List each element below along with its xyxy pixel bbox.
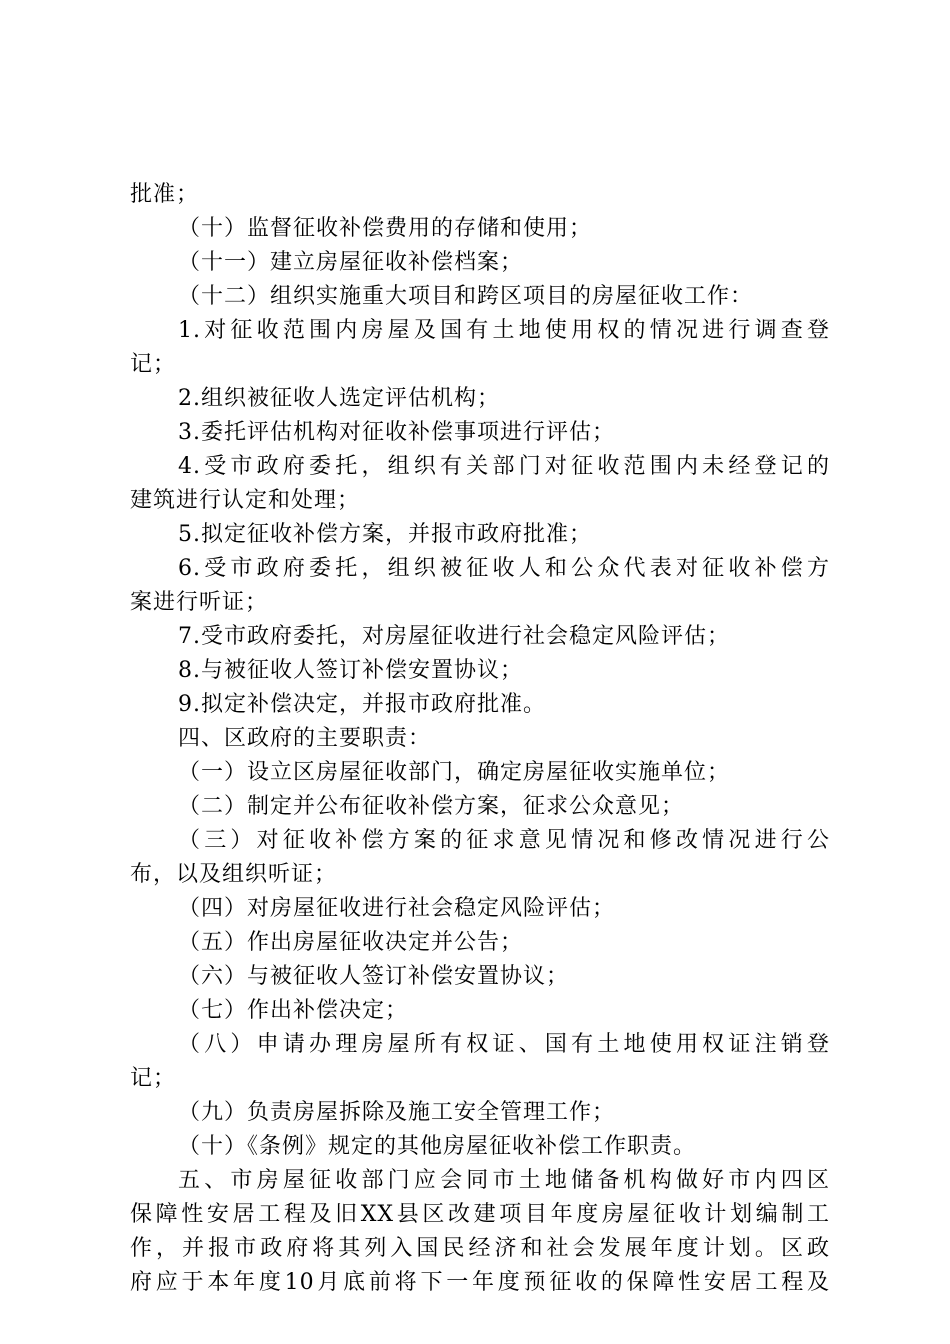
- text-line-2: （十）监督征收补偿费用的存储和使用；: [178, 216, 593, 241]
- text-line-27: 记；: [130, 1066, 177, 1091]
- document-body: [130, 178, 830, 1300]
- text-line-19: （二）制定并公布征收补偿方案，征求公众意见；: [178, 794, 685, 819]
- text-line-17: 四、区政府的主要职责：: [178, 726, 432, 751]
- text-line-5: 1.对征收范围内房屋及国有土地使用权的情况进行调查登: [178, 318, 830, 343]
- text-line-14: 7.受市政府委托，对房屋征收进行社会稳定风险评估；: [178, 624, 730, 649]
- text-line-29: （十）《条例》规定的其他房屋征收补偿工作职责。: [178, 1134, 697, 1159]
- text-line-26: （八）申请办理房屋所有权证、国有土地使用权证注销登: [178, 1032, 830, 1057]
- text-line-10: 建筑进行认定和处理；: [130, 488, 361, 513]
- text-line-20: （三）对征收补偿方案的征求意见情况和修改情况进行公: [178, 828, 830, 853]
- text-line-32: 作，并报市政府将其列入国民经济和社会发展年度计划。区政: [130, 1236, 830, 1261]
- text-line-1: 批准；: [130, 182, 200, 207]
- text-line-31: 保障性安居工程及旧XX县区改建项目年度房屋征收计划编制工: [130, 1202, 830, 1227]
- text-line-8: 3.委托评估机构对征收补偿事项进行评估；: [178, 420, 615, 445]
- text-line-4: （十二）组织实施重大项目和跨区项目的房屋征收工作：: [178, 284, 754, 309]
- text-line-15: 8.与被征收人签订补偿安置协议；: [178, 658, 523, 683]
- text-line-16: 9.拟定补偿决定，并报市政府批准。: [178, 692, 546, 717]
- text-line-7: 2.组织被征收人选定评估机构；: [178, 386, 500, 411]
- text-line-12: 6.受市政府委托，组织被征收人和公众代表对征收补偿方: [178, 556, 830, 581]
- text-line-9: 4.受市政府委托，组织有关部门对征收范围内未经登记的: [178, 454, 830, 479]
- text-line-25: （七）作出补偿决定；: [178, 998, 409, 1023]
- text-line-3: （十一）建立房屋征收补偿档案；: [178, 250, 524, 275]
- text-line-33: 府应于本年度10月底前将下一年度预征收的保障性安居工程及: [130, 1270, 830, 1295]
- text-line-22: （四）对房屋征收进行社会稳定风险评估；: [178, 896, 616, 921]
- text-line-23: （五）作出房屋征收决定并公告；: [178, 930, 524, 955]
- text-line-13: 案进行听证；: [130, 590, 269, 615]
- text-line-21: 布，以及组织听证；: [130, 862, 338, 887]
- text-line-6: 记；: [130, 352, 177, 377]
- text-line-24: （六）与被征收人签订补偿安置协议；: [178, 964, 570, 989]
- text-line-18: （一）设立区房屋征收部门，确定房屋征收实施单位；: [178, 760, 731, 785]
- text-line-30: 五、市房屋征收部门应会同市土地储备机构做好市内四区: [178, 1168, 830, 1193]
- text-line-11: 5.拟定征收补偿方案，并报市政府批准；: [178, 522, 592, 547]
- text-line-28: （九）负责房屋拆除及施工安全管理工作；: [178, 1100, 616, 1125]
